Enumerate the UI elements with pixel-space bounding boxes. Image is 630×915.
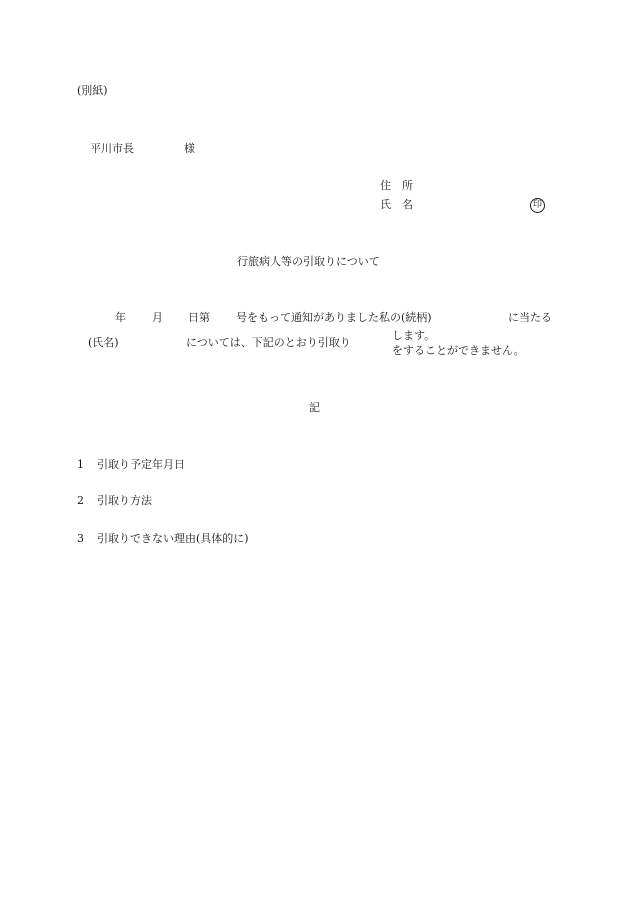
addressee-honorific: 様 [184, 142, 195, 155]
body-month: 月 [152, 311, 163, 324]
list-item [77, 533, 249, 544]
body-option-will: します。 [392, 329, 436, 342]
list-item [77, 495, 152, 506]
address-label: 住 所 [380, 179, 413, 192]
ki-heading: 記 [309, 401, 320, 414]
item-label: 引取り予定年月日 [97, 458, 185, 471]
document-title: 行旅病人等の引取りについて [237, 255, 380, 268]
body-notice-text: 号をもって通知がありました私の(続柄) [236, 311, 432, 324]
body-option-cannot: をすることができません。 [392, 344, 525, 357]
item-number: 2 [77, 494, 84, 507]
item-number: 3 [77, 532, 84, 545]
body-year: 年 [115, 311, 126, 324]
seal-mark: 印 [530, 198, 545, 213]
name-label: 氏 名 [380, 198, 413, 211]
addressee-name: 平川市長 [90, 142, 134, 155]
body-day-number: 日第 [188, 311, 210, 324]
item-label: 引取りできない理由(具体的に) [97, 532, 249, 545]
body-name-label: (氏名) [88, 336, 119, 349]
list-item [77, 459, 185, 470]
attachment-label: (別紙) [77, 84, 108, 97]
body-relation-suffix: に当たる [508, 311, 552, 324]
seal-icon [530, 198, 545, 213]
item-number: 1 [77, 458, 84, 471]
body-regarding-text: については、下記のとおり引取り [186, 336, 351, 349]
item-label: 引取り方法 [97, 494, 152, 507]
